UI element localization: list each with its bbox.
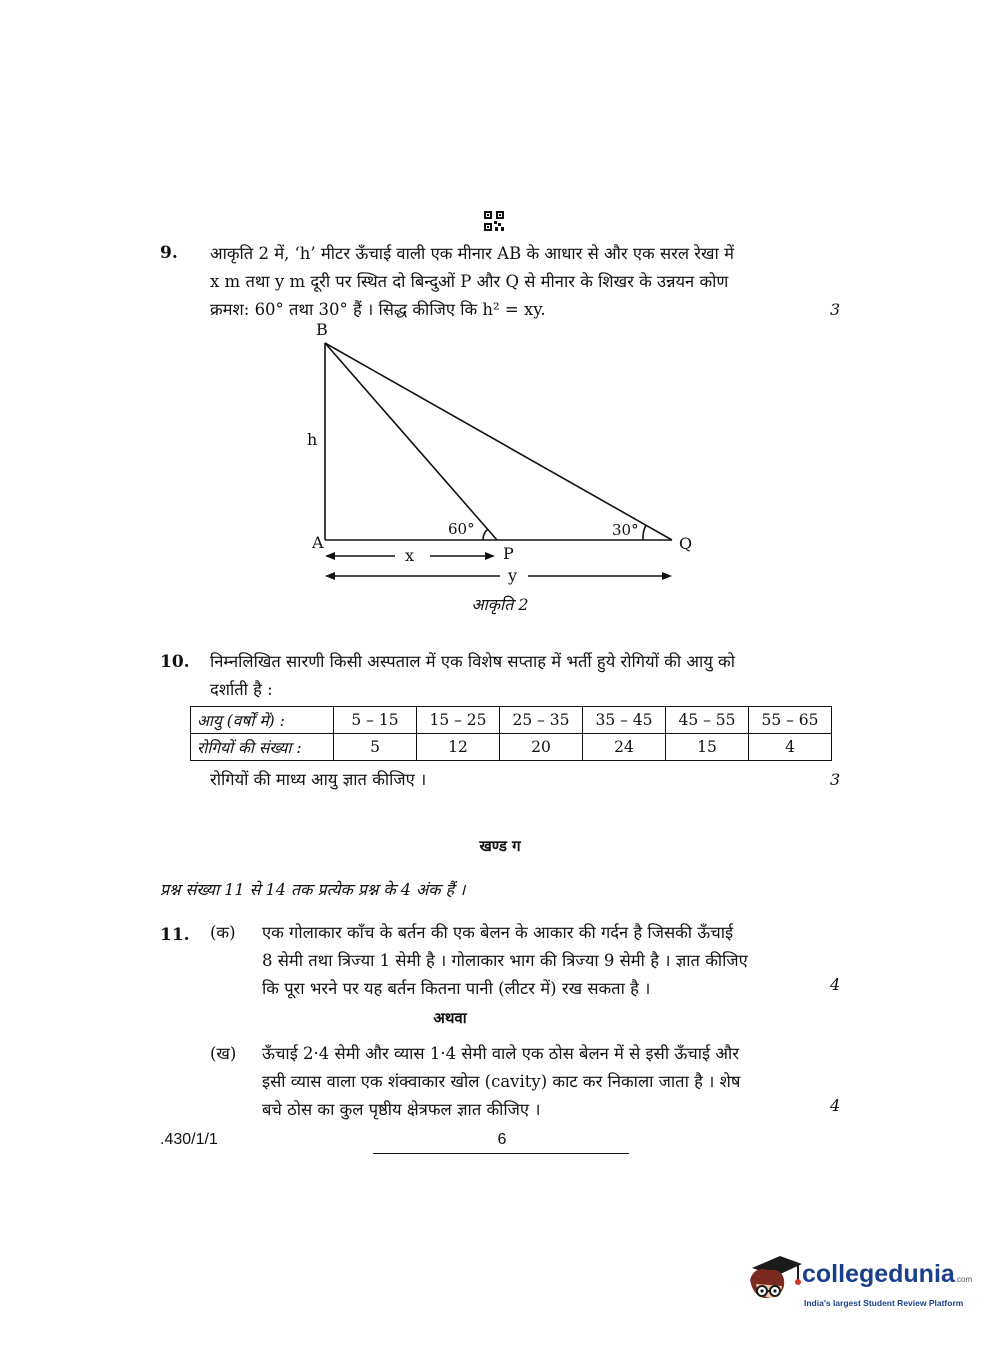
question-11b-line-2: इसी व्यास वाला एक शंक्वाकार खोल (cavity) काट कर निकाला जाता है । शेष <box>262 1072 741 1091</box>
arrowhead-x-left <box>325 552 335 560</box>
question-9-number: 9. <box>160 243 178 263</box>
page-number: 6 <box>497 1131 507 1148</box>
arrowhead-x-right <box>485 552 495 560</box>
mascot-icon <box>742 1250 804 1312</box>
age-group-cell: 5 – 15 <box>334 707 417 734</box>
collegedunia-logo <box>742 1250 972 1320</box>
row-label-age: आयु (वर्षों में) : <box>191 707 334 734</box>
label-angle-30: 30° <box>612 521 639 539</box>
question-11b-text <box>262 1040 812 1124</box>
question-11-number: 11. <box>160 925 190 945</box>
question-9-line-3: क्रमश: 60° तथा 30° हैं । सिद्ध कीजिए कि h² = xy. <box>210 300 546 319</box>
question-11a-line-2: 8 सेमी तथा त्रिज्या 1 सेमी है । गोलाकार भाग की त्रिज्या 9 सेमी है । ज्ञात कीजिए <box>262 951 748 970</box>
section-title: खण्ड ग <box>479 837 521 855</box>
age-group-cell: 25 – 35 <box>500 707 583 734</box>
age-group-cell: 45 – 55 <box>666 707 749 734</box>
angle-arc-p <box>483 529 488 540</box>
age-group-cell: 35 – 45 <box>583 707 666 734</box>
label-a: A <box>312 533 324 552</box>
question-9-line-2: x m तथा y m दूरी पर स्थित दो बिन्दुओं P और Q से मीनार के शिखर के उन्नयन कोण <box>210 272 729 291</box>
or-separator: अथवा <box>433 1009 467 1027</box>
question-11a-text <box>262 919 812 1003</box>
question-11a-marks: 4 <box>830 975 841 994</box>
patient-count-cell: 12 <box>417 734 500 761</box>
question-11b-line-1: ऊँचाई 2·4 सेमी और व्यास 1·4 सेमी वाले एक ठोस बेलन में से इसी ऊँचाई और <box>262 1044 740 1063</box>
patient-count-cell: 15 <box>666 734 749 761</box>
patient-count-cell: 4 <box>749 734 832 761</box>
question-10-line-1: निम्नलिखित सारणी किसी अस्पताल में एक विशेष सप्ताह में भर्ती हुये रोगियों की आयु को <box>210 652 736 671</box>
question-11b-label: (ख) <box>210 1044 237 1063</box>
section-instruction: प्रश्न संख्या 11 से 14 तक प्रत्येक प्रश्न के 4 अंक हैं । <box>160 880 466 899</box>
age-distribution-table <box>190 706 832 761</box>
table-row <box>191 707 832 734</box>
question-11b-marks: 4 <box>830 1096 841 1115</box>
label-b: B <box>316 320 328 339</box>
label-p: P <box>503 544 514 563</box>
age-group-cell: 15 – 25 <box>417 707 500 734</box>
question-9-text <box>210 240 810 324</box>
figure-2-caption: आकृति 2 <box>471 595 529 614</box>
figure-2-diagram <box>300 318 720 618</box>
angle-arc-q <box>643 525 646 540</box>
question-10-number: 10. <box>160 652 190 672</box>
question-11a-line-3: कि पूरा भरने पर यह बर्तन कितना पानी (लीटर में) रख सकता है । <box>262 979 651 998</box>
question-10-ask: रोगियों की माध्य आयु ज्ञात कीजिए । <box>210 770 427 789</box>
label-angle-60: 60° <box>448 520 475 538</box>
question-10-marks: 3 <box>830 770 841 789</box>
logo-brand-name: collegedunia <box>802 1260 955 1288</box>
age-group-cell: 55 – 65 <box>749 707 832 734</box>
patient-count-cell: 20 <box>500 734 583 761</box>
qr-code-icon <box>484 211 504 231</box>
question-10-line-2: दर्शाती है : <box>210 680 273 699</box>
patient-count-cell: 24 <box>583 734 666 761</box>
footer-rule <box>373 1153 629 1154</box>
table-row <box>191 734 832 761</box>
question-11a-label: (क) <box>210 923 236 942</box>
arrowhead-y-right <box>662 572 672 580</box>
logo-brand-suffix: .com <box>954 1275 973 1284</box>
question-11b-line-3: बचे ठोस का कुल पृष्ठीय क्षेत्रफल ज्ञात कीजिए । <box>262 1100 541 1119</box>
label-h: h <box>307 430 318 449</box>
question-9-line-1: आकृति 2 में, ‘h’ मीटर ऊँचाई वाली एक मीनार AB के आधार से और एक सरल रेखा में <box>210 244 734 263</box>
patient-count-cell: 5 <box>334 734 417 761</box>
line-bp <box>325 343 497 540</box>
row-label-patients: रोगियों की संख्या : <box>191 734 334 761</box>
logo-tagline: India's largest Student Review Platform <box>804 1298 964 1308</box>
label-q: Q <box>679 534 693 553</box>
arrowhead-y-left <box>325 572 335 580</box>
question-11a-line-1: एक गोलाकार काँच के बर्तन की एक बेलन के आकार की गर्दन है जिसकी ऊँचाई <box>262 923 734 942</box>
question-9-marks: 3 <box>830 300 841 319</box>
paper-code: .430/1/1 <box>160 1131 218 1148</box>
line-bq <box>325 343 672 540</box>
logo-brand-text <box>802 1260 972 1289</box>
question-10-text <box>210 648 810 704</box>
label-y: y <box>508 566 518 585</box>
label-x: x <box>405 546 415 565</box>
